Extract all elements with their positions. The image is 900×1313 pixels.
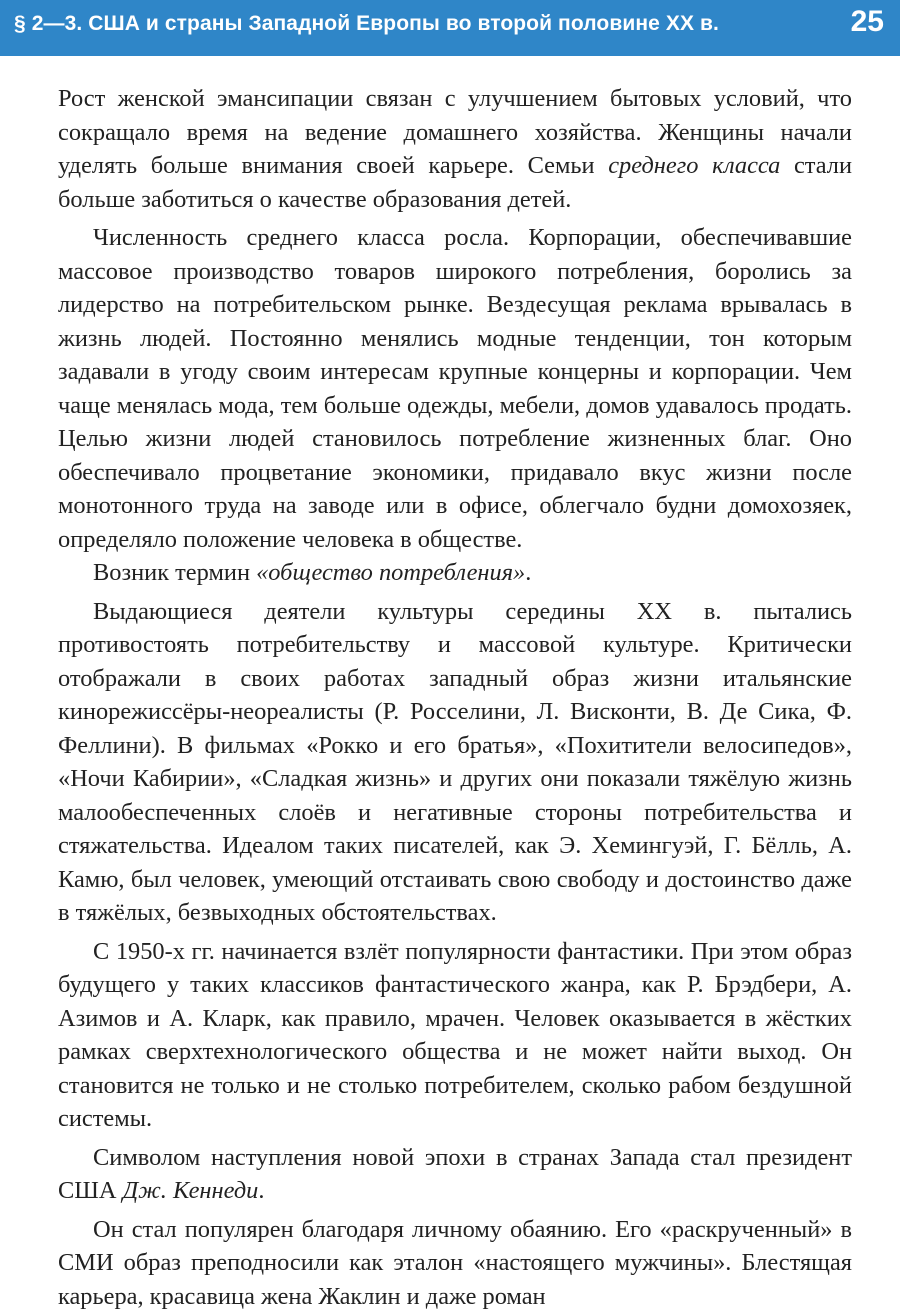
paragraph-text: Выдающиеся деятели культуры середины XX в. пытались противостоять потребительству и массовой культуре. Критически отображали в своих работах западный образ жизни итальянские кинорежиссёры-неореалисты (Р. Росселини, Л. Висконти, В. Де Сика, Ф. Феллини). В фильмах «Рокко и его братья», «Похитители велосипедов», «Ночи Кабирии», «Сладкая жизнь» и других они показали тяжёлую жизнь малообеспеченных слоёв и негативные стороны потребительства и стяжательства. Идеалом таких писателей, как Э. Хемингуэй, Г. Бёлль, А. Камю, был человек, умеющий отстаивать свою свободу и достоинство даже в тяжёлых, безвыходных обстоятельствах. bbox=[58, 598, 852, 927]
paragraph-text: Возник термин bbox=[93, 559, 256, 586]
paragraph-culture bbox=[58, 595, 852, 930]
section-title: § 2—3. США и страны Западной Европы во второй половине XX в. bbox=[14, 12, 719, 36]
paragraph-text: Он стал популярен благодаря личному обаянию. Его «раскрученный» в СМИ образ преподносили как эталон «настоящего мужчины». Блестящая карьера, красавица жена Жаклин и даже роман bbox=[58, 1216, 852, 1310]
paragraph-kennedy-symbol bbox=[58, 1141, 852, 1208]
paragraph-text: . bbox=[525, 559, 531, 586]
emphasis-text: среднего класса bbox=[608, 152, 780, 179]
emphasis-text: «общество потребления» bbox=[256, 559, 525, 586]
paragraph-science-fiction bbox=[58, 935, 852, 1136]
paragraph-text: Численность среднего класса росла. Корпорации, обеспечивавшие массовое производство товаров широкого потребления, боролись за лидерство на потребительском рынке. Вездесущая реклама врывалась в жизнь людей. Постоянно менялись модные тенденции, тон которым задавали в угоду своим интересам крупные концерны и корпорации. Чем чаще менялась мода, тем больше одежды, мебели, домов удавалось продать. Целью жизни людей становилось потребление жизненных благ. Оно обеспечивало процветание экономики, придавало вкус жизни после монотонного труда на заводе или в офисе, облегчало будни домохозяек, определяло положение человека в обществе. bbox=[58, 224, 852, 553]
paragraph-middle-class bbox=[58, 221, 852, 556]
paragraph-text: стали больше заботиться о качестве образования детей. bbox=[58, 152, 852, 213]
paragraph-emancipation bbox=[58, 82, 852, 216]
paragraph-consumer-society bbox=[58, 556, 852, 590]
paragraph-text: Символом наступления новой эпохи в странах Запада стал президент США bbox=[58, 1144, 852, 1205]
paragraph-kennedy-popularity bbox=[58, 1213, 852, 1313]
page-number: 25 bbox=[851, 5, 884, 39]
emphasis-text: Дж. Кеннеди bbox=[123, 1177, 259, 1204]
paragraph-text: . bbox=[258, 1177, 264, 1204]
paragraph-text: С 1950-х гг. начинается взлёт популярности фантастики. При этом образ будущего у таких классиков фантастического жанра, как Р. Брэдбери, А. Азимов и А. Кларк, как правило, мрачен. Человек оказывается в жёстких рамках сверхтехнологического общества и не может найти выход. Он становится не только и не столько потребителем, сколько рабом бездушной системы. bbox=[58, 938, 852, 1133]
body-text bbox=[58, 82, 852, 1313]
paragraph-text: Рост женской эмансипации связан с улучшением бытовых условий, что сокращало время на ведение домашнего хозяйства. Женщины начали уделять больше внимания своей карьере. Семьи bbox=[58, 85, 852, 179]
header-bar bbox=[0, 0, 900, 56]
